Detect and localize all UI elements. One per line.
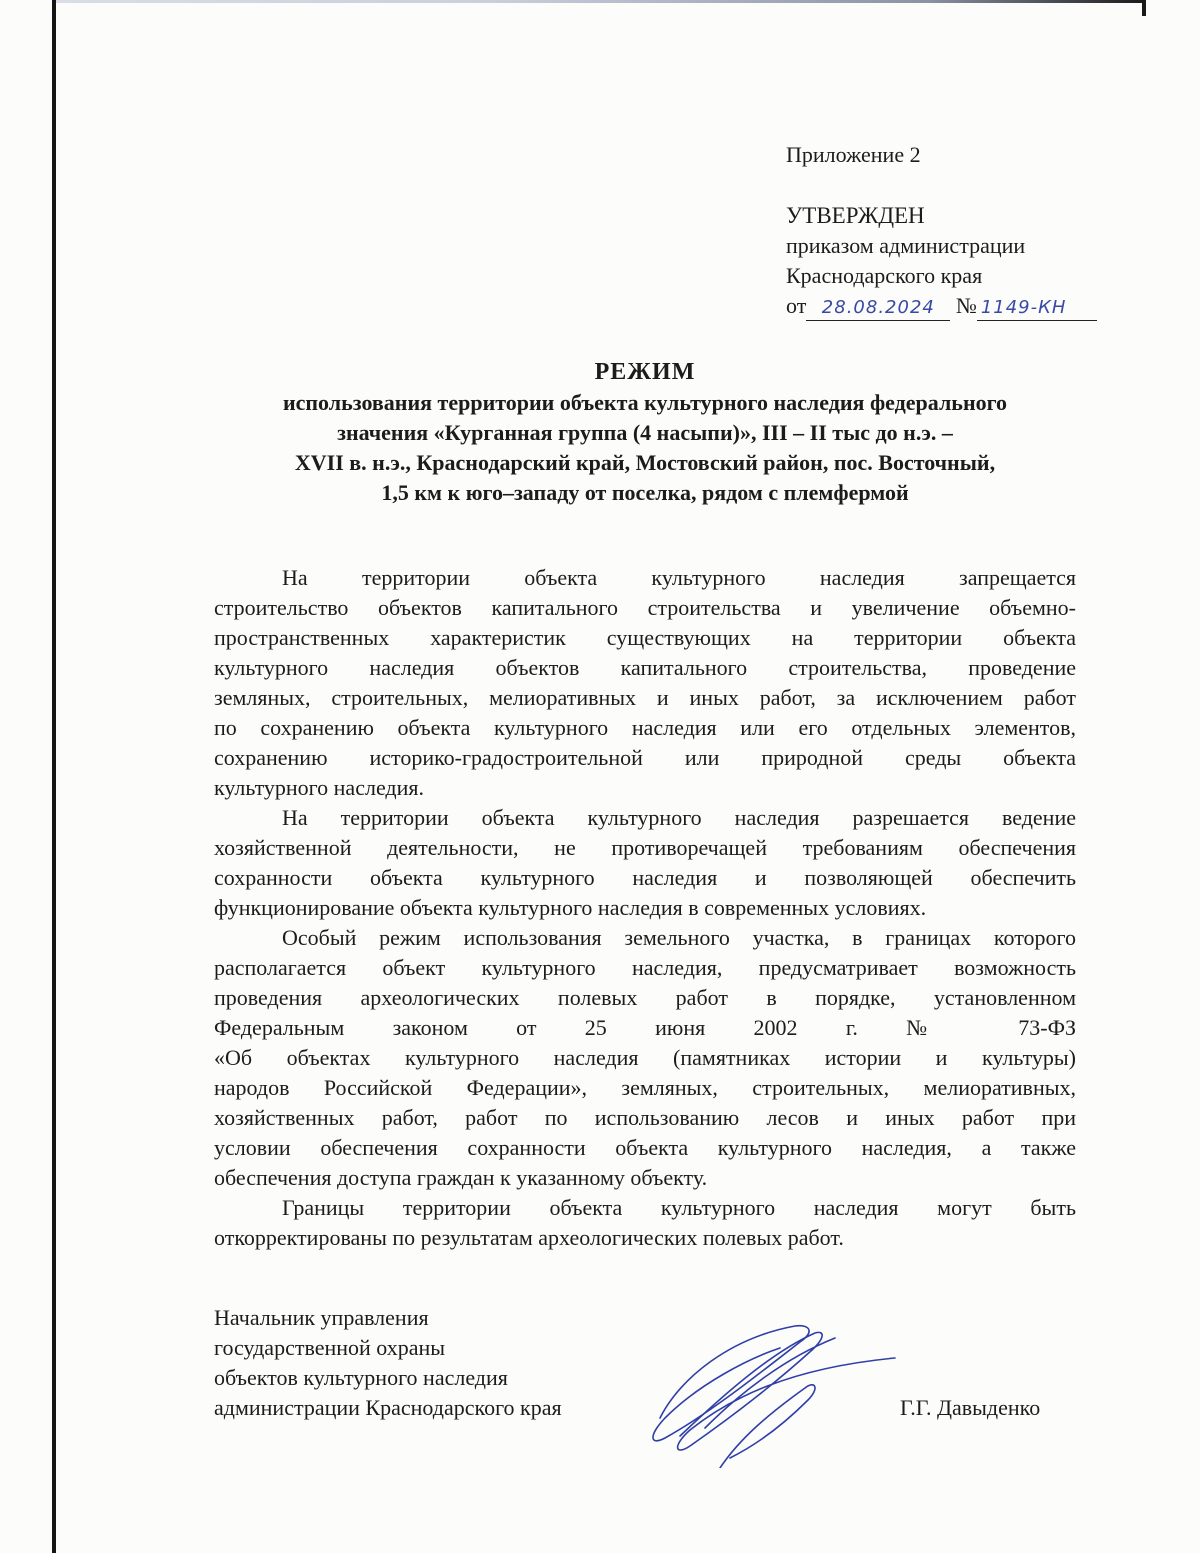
body-line: Особый режим использования земельного участка, в границах которого	[282, 925, 1076, 950]
order-reference	[786, 291, 1097, 321]
body-line: На территории объекта культурного наследия запрещается	[282, 565, 1076, 590]
body-line: Границы территории объекта культурного наследия могут быть	[282, 1195, 1076, 1220]
body-line: хозяйственных работ, работ по использованию лесов и иных работ при	[214, 1105, 1076, 1130]
body-line: откорректированы по результатам археологических полевых работ.	[214, 1225, 844, 1250]
body-line: располагается объект культурного наследия, предусматривает возможность	[214, 955, 1076, 980]
body-line: обеспечения доступа граждан к указанному объекту.	[214, 1165, 708, 1190]
body-paragraph	[214, 1193, 1076, 1253]
subtitle-line: XVII в. н.э., Краснодарский край, Мостовский район, пос. Восточный,	[294, 450, 996, 475]
handwritten-signature	[620, 1318, 920, 1468]
approval-block	[786, 201, 1097, 321]
body-line: На территории объекта культурного наследия разрешается ведение	[282, 805, 1076, 830]
subtitle-line: 1,5 км к юго–западу от поселка, рядом с племфермой	[381, 480, 909, 505]
signer-position-line: Начальник управления	[214, 1305, 429, 1330]
body-line: Федеральным законом от 25 июня 2002 г. № 73-ФЗ	[214, 1015, 1076, 1040]
document-title: РЕЖИМ	[594, 359, 696, 385]
body-paragraph	[214, 563, 1076, 803]
body-line: функционирование объекта культурного наследия в современных условиях.	[214, 895, 927, 920]
scan-top-edge	[56, 0, 1146, 3]
body-paragraph	[214, 803, 1076, 923]
body-line: земляных, строительных, мелиоративных и иных работ, за исключением работ	[214, 685, 1076, 710]
approved-by-line: Краснодарского края	[786, 263, 983, 288]
signer-name: Г.Г. Давыденко	[900, 1395, 1041, 1420]
body-paragraph	[214, 923, 1076, 1193]
order-number-handwritten: 1149-КН	[977, 296, 1097, 321]
appendix-label: Приложение 2	[786, 142, 921, 167]
scan-left-edge	[52, 0, 56, 1553]
signer-position-line: администрации Краснодарского края	[214, 1395, 562, 1420]
body-line: пространственных характеристик существующих на территории объекта	[214, 625, 1076, 650]
body-line: по сохранению объекта культурного наследия или его отдельных элементов,	[214, 715, 1076, 740]
approved-by-line: приказом администрации	[786, 233, 1026, 258]
body-line: строительство объектов капитального строительства и увеличение объемно-	[214, 595, 1076, 620]
body-line: сохранности объекта культурного наследия и позволяющей обеспечить	[214, 865, 1076, 890]
order-number-prefix: №	[955, 293, 977, 318]
scan-top-right-corner	[1142, 0, 1146, 16]
subtitle-line: значения «Курганная группа (4 насыпи)», III – II тыс до н.э. –	[337, 420, 953, 445]
signer-position	[214, 1303, 562, 1423]
body-line: культурного наследия.	[214, 775, 424, 800]
document-title-block	[212, 356, 1078, 508]
subtitle-line: использования территории объекта культурного наследия федерального	[282, 390, 1008, 415]
signer-position-line: объектов культурного наследия	[214, 1365, 508, 1390]
document-body	[214, 563, 1076, 1253]
document-subtitle	[212, 388, 1078, 508]
body-line: культурного наследия объектов капитального строительства, проведение	[214, 655, 1076, 680]
body-line: условии обеспечения сохранности объекта культурного наследия, а также	[214, 1135, 1076, 1160]
body-line: «Об объектах культурного наследия (памятниках истории и культуры)	[214, 1045, 1076, 1070]
body-line: хозяйственной деятельности, не противоречащей требованиям обеспечения	[214, 835, 1076, 860]
order-date-handwritten: 28.08.2024	[806, 296, 950, 321]
order-date-prefix: от	[786, 293, 807, 318]
approved-heading: УТВЕРЖДЕН	[786, 203, 925, 228]
body-line: сохранению историко-градостроительной или природной среды объекта	[214, 745, 1076, 770]
body-line: проведения археологических полевых работ в порядке, установленном	[214, 985, 1076, 1010]
body-line: народов Российской Федерации», земляных, строительных, мелиоративных,	[214, 1075, 1076, 1100]
signer-position-line: государственной охраны	[214, 1335, 446, 1360]
